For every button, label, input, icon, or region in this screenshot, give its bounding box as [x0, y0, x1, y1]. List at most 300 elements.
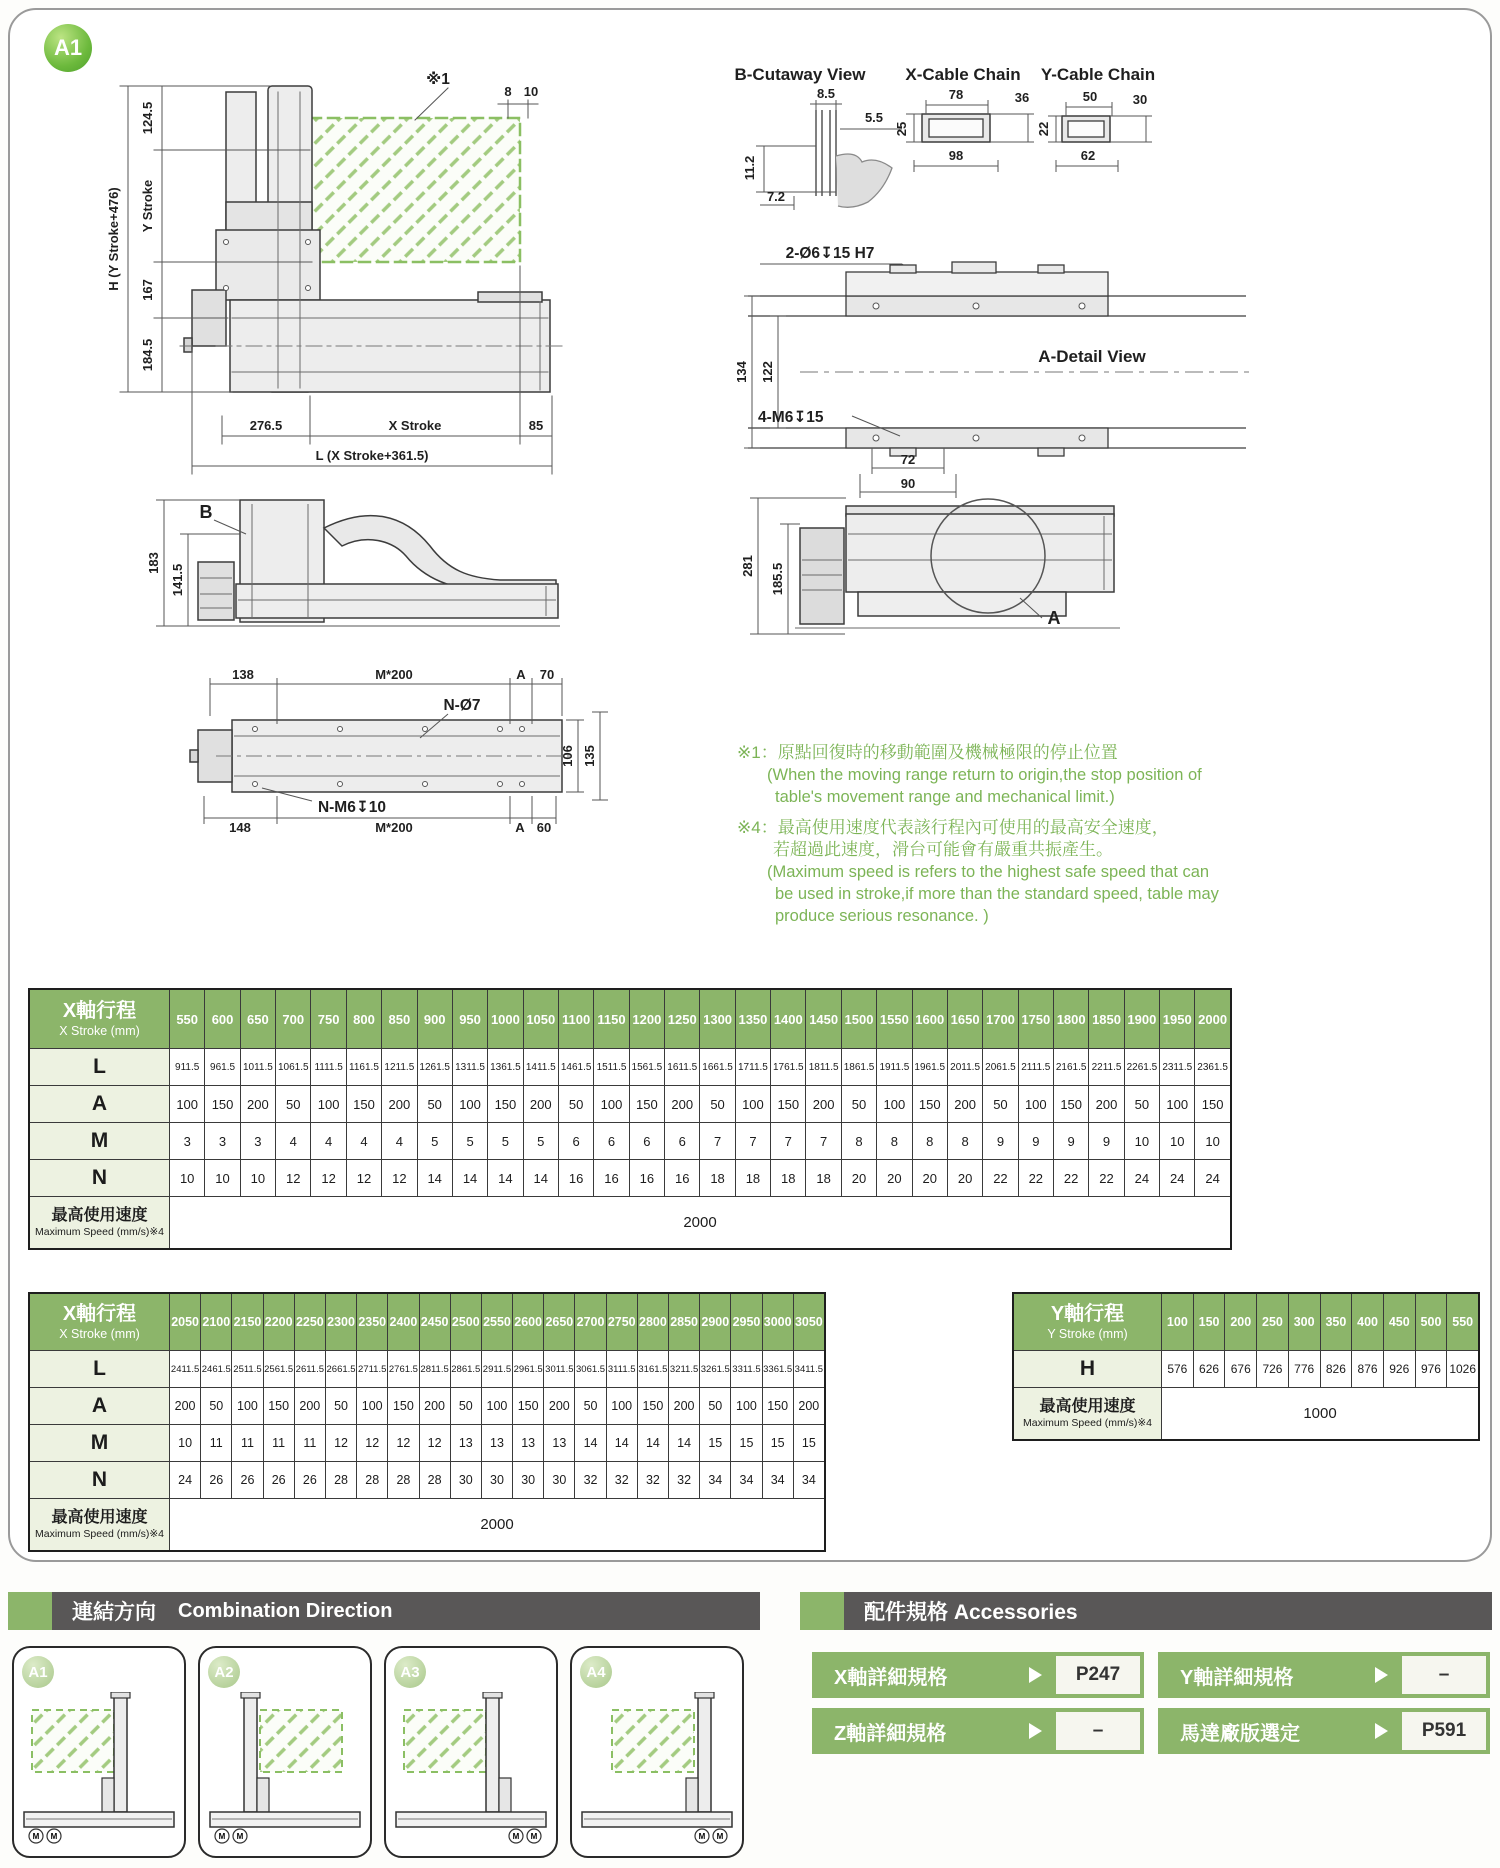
- table-cell: 200: [665, 1086, 700, 1122]
- svg-text:N-Ø7: N-Ø7: [443, 697, 481, 714]
- table-row: [30, 1048, 1230, 1085]
- table-cell: 14: [575, 1425, 606, 1461]
- svg-text:30: 30: [1132, 92, 1148, 107]
- table-cell: 2661.5: [326, 1351, 357, 1387]
- table-cell: 13: [482, 1425, 513, 1461]
- table-row: [1014, 1294, 1478, 1350]
- table-cell: 22: [1089, 1160, 1124, 1196]
- table-cell: 50: [575, 1388, 606, 1424]
- table-cell: 12: [326, 1425, 357, 1461]
- table-cell: 2761.5: [388, 1351, 419, 1387]
- table-cell: 576: [1162, 1351, 1194, 1387]
- stroke-col-header: 1200: [630, 990, 665, 1048]
- table-cell: 2011.5: [948, 1049, 983, 1085]
- table-cell: 1811.5: [806, 1049, 841, 1085]
- drawing-b-cutaway: [734, 65, 902, 210]
- table-cell: 10: [241, 1160, 276, 1196]
- table-cell: 2061.5: [983, 1049, 1018, 1085]
- svg-text:78: 78: [948, 87, 964, 102]
- svg-text:5.5: 5.5: [864, 110, 884, 125]
- table-row: [30, 1085, 1230, 1122]
- table-row: [30, 1159, 1230, 1196]
- table-cell: 5: [418, 1123, 453, 1159]
- note-1-en-line2: table's movement range and mechanical limit.): [775, 788, 1115, 806]
- svg-text:25: 25: [894, 121, 909, 137]
- table-cell: 30: [513, 1462, 544, 1498]
- table-cell: 2411.5: [170, 1351, 201, 1387]
- table-row: [30, 990, 1230, 1048]
- table-cell: 12: [357, 1425, 388, 1461]
- stroke-col-header: 3050: [794, 1315, 823, 1329]
- green-square-icon: [800, 1592, 844, 1630]
- stroke-col-header: 600: [205, 990, 240, 1048]
- x-stroke-table-1: [28, 988, 1232, 1250]
- table-cell: 1261.5: [418, 1049, 453, 1085]
- y-axis-spec-label: Y軸詳細規格: [1180, 1666, 1294, 1689]
- table-cell: 18: [700, 1160, 735, 1196]
- table-cell: 14: [453, 1160, 488, 1196]
- table-cell: 3211.5: [669, 1351, 700, 1387]
- table-cell: 8: [842, 1123, 877, 1159]
- table-cell: 626: [1194, 1351, 1226, 1387]
- row-label: A: [30, 1388, 170, 1424]
- table-cell: 150: [1054, 1086, 1089, 1122]
- svg-text:70: 70: [539, 667, 555, 682]
- table-cell: 1911.5: [877, 1049, 912, 1085]
- table-cell: 14: [524, 1160, 559, 1196]
- table-cell: 961.5: [205, 1049, 240, 1085]
- row-label: A: [30, 1086, 170, 1122]
- table-cell: 150: [1201, 1096, 1224, 1112]
- stroke-col-header: 2150: [232, 1294, 263, 1350]
- table-cell: 14: [418, 1160, 453, 1196]
- svg-text:A-Detail View: A-Detail View: [1038, 347, 1146, 366]
- note-4-en-line1: (Maximum speed is refers to the highest safe speed that can: [767, 863, 1210, 881]
- table-cell: 3311.5: [731, 1351, 762, 1387]
- row-label: H: [1014, 1351, 1162, 1387]
- table-row: [1014, 1350, 1478, 1387]
- table-cell: 20: [948, 1160, 983, 1196]
- svg-text:X-Cable Chain: X-Cable Chain: [905, 65, 1021, 84]
- table-cell: 200: [806, 1086, 841, 1122]
- stroke-col-header: 1250: [665, 990, 700, 1048]
- table-cell: 7: [700, 1123, 735, 1159]
- combo-badge-a1: A1: [22, 1656, 54, 1688]
- svg-text:141.5: 141.5: [170, 563, 185, 597]
- table-cell: 3411.5: [794, 1363, 824, 1375]
- table-cell: 100: [1019, 1086, 1054, 1122]
- max-speed-label: 最高使用速度 Maximum Speed (mm/s)※4: [1014, 1388, 1162, 1439]
- table-cell: 9: [1054, 1123, 1089, 1159]
- motor-icon: M: [530, 1832, 538, 1841]
- combination-option-a3[interactable]: [384, 1646, 558, 1858]
- svg-text:276.5: 276.5: [249, 418, 283, 433]
- table-cell: 8: [913, 1123, 948, 1159]
- arrow-right-icon: [1029, 1667, 1042, 1683]
- note-4-en-line3: produce serious resonance. ): [775, 907, 989, 925]
- stroke-col-header: 550: [1452, 1315, 1474, 1329]
- table-cell: 12: [311, 1160, 346, 1196]
- row-label: M: [30, 1123, 170, 1159]
- table-cell: 100: [877, 1086, 912, 1122]
- svg-text:106: 106: [560, 745, 575, 767]
- table-cell: 20: [877, 1160, 912, 1196]
- table-cell: 13: [513, 1425, 544, 1461]
- stroke-col-header: 1700: [983, 990, 1018, 1048]
- table-cell: 12: [382, 1160, 417, 1196]
- table-cell: 2611.5: [295, 1351, 326, 1387]
- svg-text:98: 98: [948, 148, 964, 163]
- svg-text:A: A: [516, 667, 526, 682]
- svg-text:72: 72: [900, 452, 916, 467]
- table-cell: 26: [264, 1462, 295, 1498]
- drawing-front-view: [106, 70, 562, 474]
- svg-text:22: 22: [1036, 121, 1051, 137]
- svg-text:L (X Stroke+361.5): L (X Stroke+361.5): [315, 448, 429, 463]
- table-cell: 150: [913, 1086, 948, 1122]
- table-cell: 11: [201, 1425, 232, 1461]
- table-cell: 150: [347, 1086, 382, 1122]
- stroke-col-header: 100: [1162, 1294, 1194, 1350]
- svg-text:※1: ※1: [426, 71, 450, 88]
- row-label: N: [30, 1462, 170, 1498]
- stroke-col-header: 2250: [295, 1294, 326, 1350]
- table-cell: 8: [877, 1123, 912, 1159]
- table-cell: 100: [453, 1086, 488, 1122]
- drawing-x-cable-chain: [894, 65, 1034, 172]
- stroke-col-header: 2100: [201, 1294, 232, 1350]
- table-row: [30, 1122, 1230, 1159]
- table-cell: 726: [1257, 1351, 1289, 1387]
- table-cell: 9: [983, 1123, 1018, 1159]
- svg-text:A: A: [515, 820, 525, 835]
- table-cell: 4: [311, 1123, 346, 1159]
- table-cell: 200: [524, 1086, 559, 1122]
- max-speed-label: 最高使用速度 Maximum Speed (mm/s)※4: [30, 1499, 170, 1550]
- stroke-col-header: 2950: [731, 1294, 762, 1350]
- motor-selection-page: P591: [1402, 1712, 1486, 1750]
- motor-icon: M: [512, 1832, 520, 1841]
- table-cell: 11: [232, 1425, 263, 1461]
- combo-diagram-a1: [14, 1692, 184, 1852]
- table-cell: 1161.5: [347, 1049, 382, 1085]
- stroke-col-header: 1800: [1054, 990, 1089, 1048]
- x-axis-spec-button[interactable]: [812, 1652, 1144, 1698]
- table-cell: 32: [638, 1462, 669, 1498]
- table-cell: 14: [669, 1425, 700, 1461]
- table-cell: 7: [736, 1123, 771, 1159]
- table-cell: 3361.5: [763, 1351, 794, 1387]
- motor-selection-button[interactable]: [1158, 1708, 1490, 1754]
- stroke-col-header: 1600: [913, 990, 948, 1048]
- table-cell: 1211.5: [382, 1049, 417, 1085]
- table-cell: 2361.5: [1197, 1061, 1228, 1073]
- max-speed-value: 1000: [1303, 1405, 1337, 1422]
- stroke-col-header: 1450: [806, 990, 841, 1048]
- table-cell: 200: [948, 1086, 983, 1122]
- combination-option-a2[interactable]: [198, 1646, 372, 1858]
- table-cell: 200: [798, 1399, 820, 1413]
- table-cell: 1761.5: [771, 1049, 806, 1085]
- table-cell: 20: [913, 1160, 948, 1196]
- table-cell: 3261.5: [700, 1351, 731, 1387]
- table-cell: 26: [295, 1462, 326, 1498]
- drawing-y-cable-chain: [1036, 65, 1155, 172]
- table-cell: 200: [420, 1388, 451, 1424]
- table-cell: 15: [731, 1425, 762, 1461]
- motor-icon: M: [50, 1832, 58, 1841]
- stroke-col-header: 1300: [700, 990, 735, 1048]
- table-cell: 150: [388, 1388, 419, 1424]
- table-cell: 3061.5: [575, 1351, 606, 1387]
- table-cell: 1961.5: [913, 1049, 948, 1085]
- table-cell: 2261.5: [1125, 1049, 1160, 1085]
- table-cell: 5: [488, 1123, 523, 1159]
- table-cell: 3011.5: [544, 1351, 575, 1387]
- table-cell: 14: [488, 1160, 523, 1196]
- table-cell: 2111.5: [1019, 1049, 1054, 1085]
- drawing-side-view-left: [146, 500, 560, 626]
- table-cell: 200: [1089, 1086, 1124, 1122]
- z-axis-spec-label: Z軸詳細規格: [834, 1722, 947, 1745]
- combo-diagram-a4: [572, 1692, 742, 1852]
- table-cell: 976: [1416, 1351, 1448, 1387]
- table-cell: 876: [1352, 1351, 1384, 1387]
- stroke-col-header: 1950: [1160, 990, 1195, 1048]
- table-cell: 6: [594, 1123, 629, 1159]
- table-cell: 926: [1384, 1351, 1416, 1387]
- table-cell: 24: [1160, 1160, 1195, 1196]
- table-cell: 30: [451, 1462, 482, 1498]
- table-cell: 15: [763, 1425, 794, 1461]
- table-cell: 100: [482, 1388, 513, 1424]
- table-cell: 2861.5: [451, 1351, 482, 1387]
- y-axis-spec-button[interactable]: [1158, 1652, 1490, 1698]
- z-axis-spec-button[interactable]: [812, 1708, 1144, 1754]
- row-label: N: [30, 1160, 170, 1196]
- table-cell: 2311.5: [1160, 1049, 1195, 1085]
- combination-direction-header: [8, 1592, 760, 1630]
- table-cell: 200: [170, 1388, 201, 1424]
- z-axis-spec-page: –: [1056, 1712, 1140, 1750]
- stroke-col-header: 2200: [264, 1294, 295, 1350]
- table-cell: 3: [170, 1123, 205, 1159]
- table-cell: 50: [700, 1086, 735, 1122]
- stroke-col-header: 800: [347, 990, 382, 1048]
- x-stroke-table-2: [28, 1292, 826, 1552]
- table-cell: 1611.5: [665, 1049, 700, 1085]
- table-cell: 1411.5: [524, 1049, 559, 1085]
- table-row: [30, 1387, 824, 1424]
- stroke-col-header: 2550: [482, 1294, 513, 1350]
- note-4-en-line2: be used in stroke,if more than the standard speed, table may: [775, 885, 1219, 903]
- table-cell: 32: [669, 1462, 700, 1498]
- table-cell: 34: [763, 1462, 794, 1498]
- table-cell: 826: [1321, 1351, 1353, 1387]
- stroke-col-header: 200: [1225, 1294, 1257, 1350]
- combination-option-a4[interactable]: [570, 1646, 744, 1858]
- table-cell: 8: [948, 1123, 983, 1159]
- table-cell: 100: [607, 1388, 638, 1424]
- table-cell: 1011.5: [241, 1049, 276, 1085]
- stroke-col-header: 2050: [170, 1294, 201, 1350]
- table-cell: 24: [1205, 1170, 1220, 1186]
- table-cell: 776: [1289, 1351, 1321, 1387]
- table-cell: 2511.5: [232, 1351, 263, 1387]
- arrow-right-icon: [1375, 1667, 1388, 1683]
- stroke-col-header: 2000: [1198, 1011, 1228, 1027]
- max-speed-value: 2000: [480, 1516, 514, 1533]
- table-cell: 50: [451, 1388, 482, 1424]
- table-cell: 7: [806, 1123, 841, 1159]
- stroke-col-header: 950: [453, 990, 488, 1048]
- table-cell: 12: [420, 1425, 451, 1461]
- table-cell: 10: [205, 1160, 240, 1196]
- stroke-col-header: 1500: [842, 990, 877, 1048]
- table-cell: 4: [276, 1123, 311, 1159]
- stroke-col-header: 1900: [1125, 990, 1160, 1048]
- combination-option-a1[interactable]: [12, 1646, 186, 1858]
- table-cell: 1561.5: [630, 1049, 665, 1085]
- motor-icon: M: [716, 1832, 724, 1841]
- table-cell: 14: [638, 1425, 669, 1461]
- note-4-zh-line2: 若超過此速度，滑台可能會有嚴重共振產生。: [773, 840, 1113, 859]
- technical-drawings: [0, 0, 1500, 850]
- table-cell: 15: [700, 1425, 731, 1461]
- table-cell: 2811.5: [420, 1351, 451, 1387]
- table-cell: 13: [544, 1425, 575, 1461]
- table-cell: 2461.5: [201, 1351, 232, 1387]
- stroke-col-header: 2750: [607, 1294, 638, 1350]
- table-cell: 6: [630, 1123, 665, 1159]
- stroke-col-header: 850: [382, 990, 417, 1048]
- drawing-a-detail-view: [734, 245, 1250, 498]
- stroke-col-header: 3000: [763, 1294, 794, 1350]
- table-cell: 11: [264, 1425, 295, 1461]
- table-cell: 100: [357, 1388, 388, 1424]
- table-cell: 100: [232, 1388, 263, 1424]
- table-cell: 4: [382, 1123, 417, 1159]
- svg-text:183: 183: [146, 552, 161, 574]
- table-cell: 1661.5: [700, 1049, 735, 1085]
- row-label: L: [30, 1351, 170, 1387]
- svg-text:90: 90: [900, 476, 916, 491]
- stroke-col-header: 1550: [877, 990, 912, 1048]
- table-cell: 28: [388, 1462, 419, 1498]
- table-cell: 24: [170, 1462, 201, 1498]
- table-cell: 12: [276, 1160, 311, 1196]
- accessories-header: [800, 1592, 1492, 1630]
- motor-selection-label: 馬達廠版選定: [1180, 1722, 1300, 1745]
- table-cell: 100: [170, 1086, 205, 1122]
- table-cell: 200: [295, 1388, 326, 1424]
- table-cell: 50: [700, 1388, 731, 1424]
- stroke-header-label: X軸行程 X Stroke (mm): [30, 990, 170, 1048]
- table-cell: 3: [205, 1123, 240, 1159]
- svg-text:B-Cutaway View: B-Cutaway View: [734, 65, 866, 84]
- x-axis-spec-label: X軸詳細規格: [834, 1666, 948, 1689]
- model-badge: A1: [44, 24, 92, 72]
- table-cell: 30: [482, 1462, 513, 1498]
- table-cell: 12: [388, 1425, 419, 1461]
- table-cell: 200: [544, 1388, 575, 1424]
- stroke-col-header: 2650: [544, 1294, 575, 1350]
- table-cell: 3161.5: [638, 1351, 669, 1387]
- table-cell: 150: [264, 1388, 295, 1424]
- drawing-plan-view: [190, 667, 608, 835]
- stroke-col-header: 450: [1384, 1294, 1416, 1350]
- svg-text:Y Stroke: Y Stroke: [140, 179, 155, 233]
- svg-text:138: 138: [232, 667, 254, 682]
- combination-title-zh: 連結方向: [72, 1601, 156, 1624]
- table-cell: 2161.5: [1054, 1049, 1089, 1085]
- table-cell: 4: [347, 1123, 382, 1159]
- table-cell: 200: [382, 1086, 417, 1122]
- table-cell: 34: [801, 1473, 816, 1487]
- table-cell: 16: [665, 1160, 700, 1196]
- stroke-col-header: 2500: [451, 1294, 482, 1350]
- stroke-col-header: 2350: [357, 1294, 388, 1350]
- table-cell: 100: [736, 1086, 771, 1122]
- table-cell: 10: [170, 1425, 201, 1461]
- table-cell: 1111.5: [311, 1049, 346, 1085]
- motor-icon: M: [32, 1832, 40, 1841]
- table-cell: 32: [607, 1462, 638, 1498]
- table-cell: 24: [1125, 1160, 1160, 1196]
- svg-text:B: B: [199, 502, 213, 522]
- y-stroke-table: [1012, 1292, 1480, 1441]
- stroke-header-label: Y軸行程 Y Stroke (mm): [1014, 1294, 1162, 1350]
- table-cell: 100: [311, 1086, 346, 1122]
- svg-text:M*200: M*200: [375, 820, 413, 835]
- stroke-col-header: 1000: [488, 990, 523, 1048]
- table-cell: 5: [453, 1123, 488, 1159]
- table-cell: 11: [295, 1425, 326, 1461]
- table-row: [30, 1196, 1230, 1248]
- table-cell: 16: [559, 1160, 594, 1196]
- table-cell: 26: [201, 1462, 232, 1498]
- table-cell: 50: [418, 1086, 453, 1122]
- table-cell: 14: [607, 1425, 638, 1461]
- table-row: [1014, 1387, 1478, 1439]
- table-cell: 100: [1160, 1086, 1195, 1122]
- table-cell: 2911.5: [482, 1351, 513, 1387]
- table-cell: 1311.5: [453, 1049, 488, 1085]
- stroke-col-header: 2450: [420, 1294, 451, 1350]
- svg-text:281: 281: [740, 555, 755, 577]
- table-row: [30, 1461, 824, 1498]
- row-label: M: [30, 1425, 170, 1461]
- table-cell: 34: [700, 1462, 731, 1498]
- table-cell: 30: [544, 1462, 575, 1498]
- table-cell: 20: [842, 1160, 877, 1196]
- table-cell: 26: [232, 1462, 263, 1498]
- stroke-col-header: 350: [1321, 1294, 1353, 1350]
- svg-text:148: 148: [229, 820, 251, 835]
- table-cell: 50: [559, 1086, 594, 1122]
- note-4-zh-line1: ※4：最高使用速度代表該行程內可使用的最高安全速度，: [737, 818, 1169, 837]
- table-cell: 2961.5: [513, 1351, 544, 1387]
- max-speed-value: 2000: [683, 1214, 717, 1231]
- stroke-col-header: 1650: [948, 990, 983, 1048]
- table-cell: 50: [983, 1086, 1018, 1122]
- table-cell: 50: [201, 1388, 232, 1424]
- stroke-col-header: 1150: [594, 990, 629, 1048]
- svg-text:N-M6↧10: N-M6↧10: [317, 799, 387, 816]
- combo-diagram-a2: [200, 1692, 370, 1852]
- svg-text:60: 60: [536, 820, 552, 835]
- stroke-col-header: 2900: [700, 1294, 731, 1350]
